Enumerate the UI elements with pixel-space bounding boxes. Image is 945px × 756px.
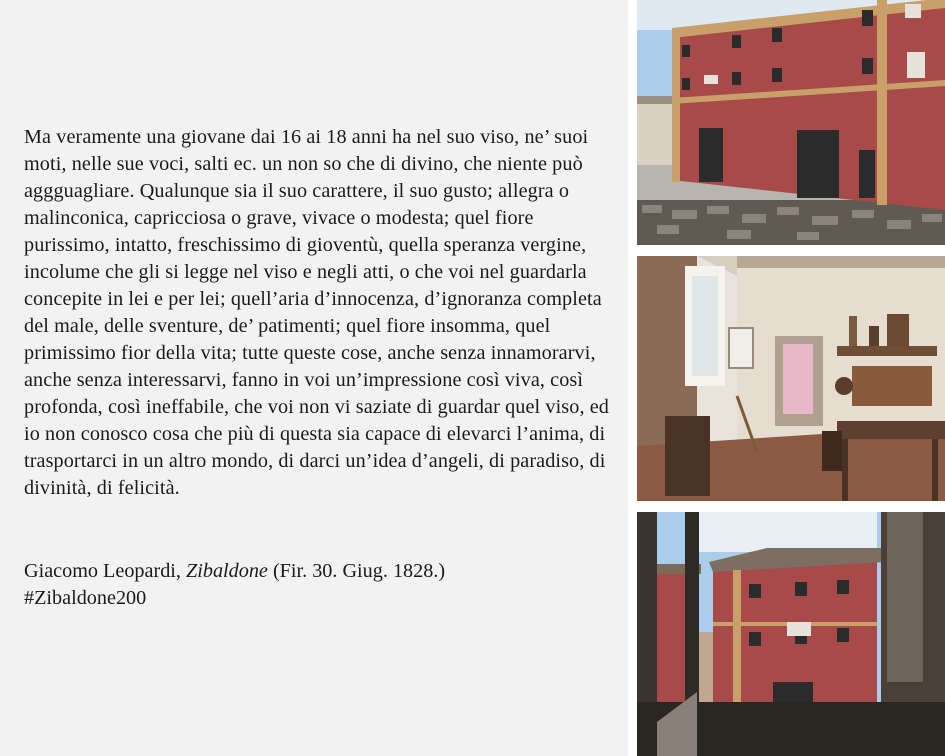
kitchen-interior-photo <box>637 256 945 501</box>
author-name: Giacomo Leopardi, <box>24 560 181 582</box>
window-view-image <box>637 512 945 756</box>
citation-date: (Fir. 30. Giug. 1828.) <box>272 560 446 582</box>
attribution <box>24 558 618 612</box>
kitchen-interior-image <box>637 256 945 501</box>
exterior-house-image <box>637 0 945 245</box>
hashtag: #Zibaldone200 <box>24 587 147 609</box>
work-title: Zibaldone <box>186 560 268 582</box>
citation-line <box>24 558 618 585</box>
quote-text: Ma veramente una giovane dai 16 ai 18 anni ha nel suo viso, ne’ suoi moti, nelle sue voci, salti ec. un non so che di divino, che niente può aggguagliare. Qualunque sia il suo carattere, il suo gusto; allegra o malinconica, capricciosa o grave, vivace o modesta; quel fiore purissimo, intatto, freschissimo di gioventù, quella speranza vergine, incolume che gli si legge nel viso e negli atti, o che voi nel guardarla concepite in lei e per lei; quell’aria d’innocenza, d’ignoranza completa del male, delle sventure, de’ patimenti; quel fiore insomma, quel primissimo fior della vita; tutte queste cose, anche senza innamorarvi, anche senza interessarvi, fanno in voi un’impressione così viva, così profonda, così ineffabile, che voi non vi saziate di guardar quel viso, ed io non conosco cosa che più di questa sia capace di elevarci l’anima, di trasportarci in un altro mondo, di darci un’idea d’angeli, di paradiso, di divinità, di felicità. <box>24 126 609 499</box>
window-view-photo <box>637 512 945 756</box>
exterior-house-photo <box>637 0 945 245</box>
